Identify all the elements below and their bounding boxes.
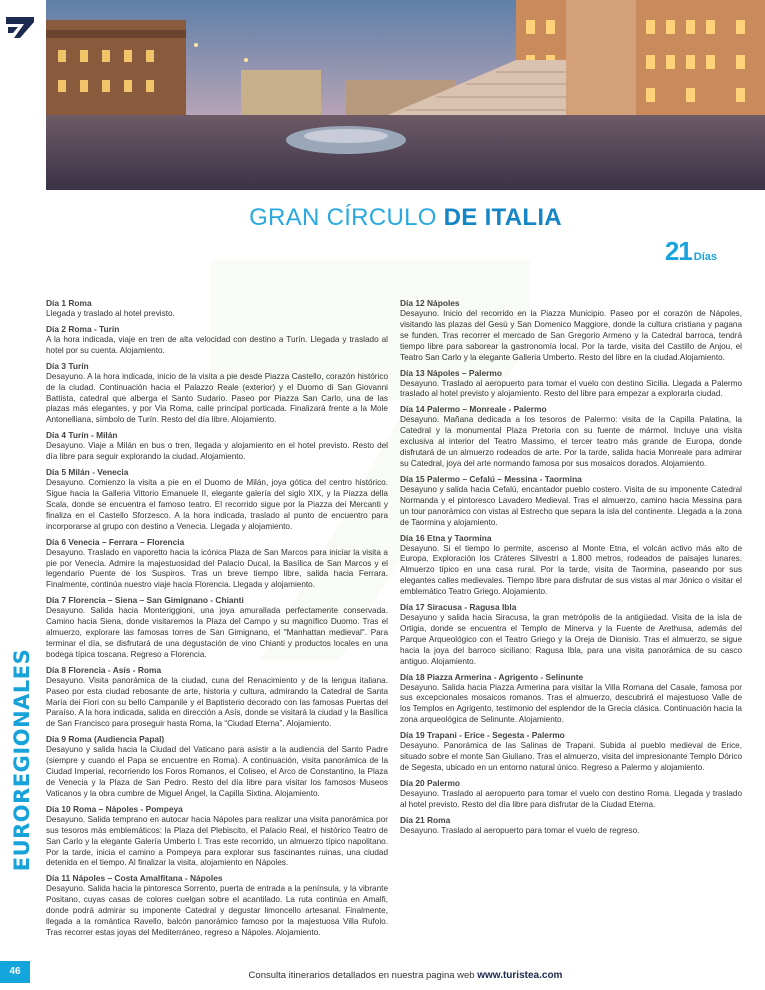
itinerary-text: Desayuno. Salida hacia Monteriggioni, una joya amurallada perfectamente conservada. Camino hacia Siena, donde visitaremos la Plaza del Campo y su magnífico Duomo. Tras el almuerzo, explorare las famosas torres de San Gimignano, el "Manhattan medieval". Para terminar el día, se disfrutará de una degustación de vino Chianti y productos locales en una bodega típica toscana. Regreso a Florencia. xyxy=(46,606,388,659)
itinerary-text: Desayuno. Salida hacia la pintoresca Sorrento, puerta de entrada a la península, y la vibrante Positano, cuyas casas de colores cuelgan sobre el acantilado. La ruta continúa en Amalfi, donde podrá admirar su imponente Catedral y degustar limoncello artesanal. Finalmente, llegada a la romántica Ravello, balcón panorámico famoso por la majestuosa Villa Rufolo. Tras recorrer estas joyas del Mediterráneo, regreso a Nápoles. Alojamiento. xyxy=(46,884,388,937)
footer xyxy=(46,970,765,981)
itinerary-item xyxy=(400,729,742,774)
itinerary-text: Desayuno. Comienzo la visita a pie en el Duomo de Milán, joya gótica del centro histórico. Sigue hacia la Galleria Vittorio Emanuele II, elegante galería del siglo XIX, y la Piazza della Scala, donde se encuentra el famoso teatro. El recorrido sigue por la Piazza dei Mercanti y finaliza en el Castello Sforzesco. A la hora indicada, traslado al punto de encuentro para incorporarse al grupo con destino a Venecia. Llegada y alojamiento. xyxy=(46,478,388,531)
itinerary-day: Día 2 Roma - Turín xyxy=(46,323,120,334)
itinerary-text: Desayuno. Viaje a Milán en bus o tren, llegada y alojamiento en el hotel previsto. Resto del día libre para seguir explorando la ciudad. Alojamiento. xyxy=(46,441,388,462)
title-strong: DE ITALIA xyxy=(443,204,562,231)
itinerary-text: A la hora indicada, viaje en tren de alta velocidad con destino a Turín. Llegada y traslado al hotel por su cuenta. Alojamiento. xyxy=(46,334,388,355)
itinerary-day: Día 18 Piazza Armerina - Agrigento - Selinunte xyxy=(400,671,584,682)
itinerary-text: Desayuno y salida hacia Cefalú, encantador pueblo costero. Visita de su imponente Catedral Normanda y el pintoresco Lavadero Medieval. Tras el almuerzo, camino hacia Messina para un tour panorámico con vistas al Estrecho que separa la isla del continente. Llegada a la zona de Taormina y alojamiento. xyxy=(400,484,742,527)
itinerary-text: Desayuno. Traslado al aeropuerto para tomar el vuelo de regreso. xyxy=(400,825,640,835)
itinerary-item xyxy=(46,536,388,592)
section-label: EUROREGIONALES xyxy=(10,648,34,872)
duration-unit: Días xyxy=(693,251,717,263)
itinerary-text: Desayuno y salida hacia Siracusa, la gran metrópolis de la antigüedad. Visita de la isla de Ortigia, donde se encuentra el Templo de Minerva y la Fuente de Arethusa, además del Parque Arqueológico con el Teatro Griego y la Oreja de Dionisio. Tras el almuerzo, se sigue hacia la joya del barroco siciliano: Ragusa Ibla, para una visita panorámica de su casco antiguo. Alojamiento. xyxy=(400,613,742,666)
footer-text: Consulta itinerarios detallados en nuestra pagina web xyxy=(248,970,478,981)
title-main: GRAN CÍRCULO xyxy=(249,204,444,231)
itinerary-day: Día 7 Florencia – Siena – San Gimignano - Chianti xyxy=(46,595,244,606)
itinerary-item xyxy=(400,367,742,401)
itinerary-day: Día 12 Nápoles xyxy=(400,298,460,308)
itinerary-item xyxy=(400,473,742,529)
itinerary-day: Día 6 Venecia – Ferrara – Florencia xyxy=(46,536,185,547)
itinerary-day: Día 10 Roma – Nápoles - Pompeya xyxy=(46,803,183,814)
itinerary-day: Día 17 Siracusa - Ragusa Ibla xyxy=(400,602,517,613)
itinerary-day: Día 14 Palermo – Monreale - Palermo xyxy=(400,404,547,415)
itinerary-day: Día 5 Milán - Venecia xyxy=(46,467,129,478)
itinerary-text: Desayuno. Traslado al aeropuerto para tomar el vuelo con destino Roma. Llegada y traslado al hotel previsto. Resto del día libre para disfrutar de la Ciudad Eterna. xyxy=(400,788,742,809)
itinerary-text: Desayuno. Panorámica de las Salinas de Trapani. Subida al pueblo medieval de Erice, situado sobre el monte San Giuliano. Tras el almuerzo, visita del impresionante Templo Dórico de Segesta, ubicado en un entorno natural único. Regreso a Palermo y alojamiento. xyxy=(400,741,742,772)
itinerary-text: Desayuno. Mañana dedicada a los tesoros de Palermo: visita de la Capilla Palatina, la Catedral y la monumental Plaza Pretoria con su fuente de mármol. Incluye una visita exclusiva al interior del Teatro Massimo, el tercer teatro más grande de Europa, donde disfrutará de un almuerzo rodeados de arte. Por la tarde, salida hacia Monreale para admirar su Catedral, joya del arte normando famosa por sus mosaicos dorados. Alojamiento. xyxy=(400,415,742,468)
itinerary-day: Día 11 Nápoles – Costa Amalfitana - Nápoles xyxy=(46,873,223,884)
itinerary-right-column xyxy=(400,297,742,840)
itinerary-day: Día 3 Turín xyxy=(46,360,89,371)
itinerary-item xyxy=(400,777,742,811)
itinerary-text: Desayuno. Visita panorámica de la ciudad, cuna del Renacimiento y de la lengua italiana. Paseo por esta ciudad rebosante de arte, historia y cultura, admirando la Catedral de Santa María dei Fiori con su bello Campanile y el Baptisterio decorado con las famosas Puertas del Paraíso. A la hora indicada, salida en dirección a Asís, donde se visitará la ciudad y la Basílica de San Francisco para proseguir hasta Roma, la “Ciudad Eterna”. Alojamiento. xyxy=(46,675,388,729)
itinerary-item xyxy=(46,594,388,661)
itinerary-day: Día 8 Florencia - Asís - Roma xyxy=(46,664,162,675)
itinerary-text: Desayuno. Si el tiempo lo permite, ascenso al Monte Etna, el volcán activo más alto de Europa. Exploración los Cráteres Silvestri a 1.800 metros, rodeados de paisajes lunares. Almuerzo típico en una casa rural. Por la tarde, visita de Taormina, paseando por sus elegantes calles medievales. Tiempo libre para disfrutar de sus vistas al mar Jónico o visitar el emblemático Teatro Griego. Alojamiento. xyxy=(400,543,742,597)
itinerary-text: Desayuno. Traslado al aeropuerto para tomar el vuelo con destino Sicilia. Llegada a Palermo traslado al hotel previsto y alojamiento. Resto del libre para empezar a explorarla ciudad. xyxy=(400,378,742,399)
duration-number: 21 xyxy=(664,236,692,266)
itinerary-item xyxy=(46,429,388,463)
itinerary-item xyxy=(46,297,388,320)
itinerary-item xyxy=(400,532,742,599)
piazza-photo-illustration xyxy=(46,0,765,190)
sidebar xyxy=(0,0,45,990)
brand-logo-icon xyxy=(4,14,38,40)
itinerary-text: Desayuno y salida hacia la Ciudad del Vaticano para asistir a la audiencia del Santo Padre (siempre y cuando el Papa se encuentre en Roma). A continuación, visita panorámica de la Ciudad Imperial, recorriendo los Foros Romanos, el Coliseo, el Arco de Constantino, la Plaza de Venecia y la Plaza de San Pedro. Resto del día libre para visitar los famosos Museos Vaticanos y la obra cumbre de Miguel Ángel, la Capilla Sixtina. Alojamiento. xyxy=(46,745,388,798)
itinerary-text: Desayuno. Salida hacia Piazza Armerina para visitar la Villa Romana del Casale, famosa por sus excepcionales mosaicos romanos. Tras el almuerzo, descubrirá el majestuoso Valle de los Templos en Agrigento, testimonio del esplendor de la Grecia clásica. Continuación hacia la zona arqueológica de Selinunte. Alojamiento. xyxy=(400,682,742,725)
itinerary-item xyxy=(400,601,742,668)
itinerary-day: Día 15 Palermo – Cefalú – Messina - Taormina xyxy=(400,473,582,484)
page-title xyxy=(46,204,765,232)
itinerary-item xyxy=(46,733,388,800)
itinerary-item xyxy=(400,671,742,727)
itinerary-day: Día 13 Nápoles – Palermo xyxy=(400,367,502,378)
itinerary-text: Desayuno. Salida temprano en autocar hacia Nápoles para realizar una visita panorámica por sus tesoros más emblemáticos: la Plaza del Plebiscito, el Palacio Real, el histórico Teatro de San Carlo y la elegante Galería Umberto I. Tras este recorrido, un almuerzo típico napolitano. Por la tarde, inicia el camino a Pompeya para explorar sus fascinantes ruinas, una ciudad detenida en el tiempo. Al finalizar la visita, alojamiento en Nápoles. xyxy=(46,814,388,868)
itinerary-item xyxy=(46,323,388,357)
itinerary-day: Día 20 Palermo xyxy=(400,777,461,788)
itinerary-item xyxy=(46,466,388,533)
itinerary-day: Día 19 Trapani - Erice - Segesta - Palermo xyxy=(400,730,565,741)
hero-image xyxy=(46,0,765,190)
itinerary-text: Llegada y traslado al hotel previsto. xyxy=(46,309,175,318)
page-number: 46 xyxy=(0,961,30,983)
itinerary-text: Desayuno. Traslado en vaporetto hacia la icónica Plaza de San Marcos para iniciar la visita a pie por Venecia. Admire la majestuosidad del Palacio Ducal, la Basílica de San Marcos y el legendario Puente de los Suspiros. Tras un breve tiempo libre, salida hacia Ferrara. Finalmente, continúa nuestro viaje hacia Florencia. Llegada y alojamiento. xyxy=(46,547,388,590)
itinerary-day: Día 1 Roma xyxy=(46,298,92,308)
footer-link[interactable]: www.turistea.com xyxy=(477,970,563,981)
itinerary-item xyxy=(400,297,742,364)
itinerary-day: Día 21 Roma xyxy=(400,814,451,825)
itinerary-item xyxy=(400,814,742,837)
itinerary-text: Desayuno. Inicio del recorrido en la Piazza Municipio. Paseo por el corazón de Nápoles, visitando las plazas del Gesù y San Domenico Maggiore, donde la cultura cristiana y pagana se funden. Tras recorrer el mercado de San Gregorio Armeno y la Catedral barroca, tendrá tiempo libre para saborear la gastronomía local. Por la tarde, visita del Castillo de Anjou, el Teatro San Carlo y la elegante Galleria Umberto. Resto del libre en la ciudad.Alojamiento. xyxy=(400,309,742,362)
itinerary-item xyxy=(46,664,388,731)
itinerary-item xyxy=(400,403,742,470)
itinerary-item xyxy=(46,872,388,939)
itinerary-day: Día 16 Etna y Taormina xyxy=(400,532,492,543)
itinerary-day: Día 9 Roma (Audiencia Papal) xyxy=(46,734,165,745)
itinerary-left-column xyxy=(46,297,388,942)
itinerary-item xyxy=(46,360,388,427)
itinerary-item xyxy=(46,803,388,870)
itinerary-day: Día 4 Turín - Milán xyxy=(46,430,118,441)
itinerary-text: Desayuno. A la hora indicada, inicio de la visita a pie desde Piazza Castello, corazón histórico de la ciudad. Continuación hacia el Palazzo Reale (exterior) y el Duomo di San Giovanni Battista, catedral que alberga el Santo Sudario. Paseo por Piazza San Carlo, una de las plazas más elegantes, y por Via Roma, calle principal porticada. Finalizará frente a la Mole Antonelliana, símbolo de Turín. Resto del día libre. Alojamiento. xyxy=(46,371,388,425)
duration-badge xyxy=(665,236,717,267)
